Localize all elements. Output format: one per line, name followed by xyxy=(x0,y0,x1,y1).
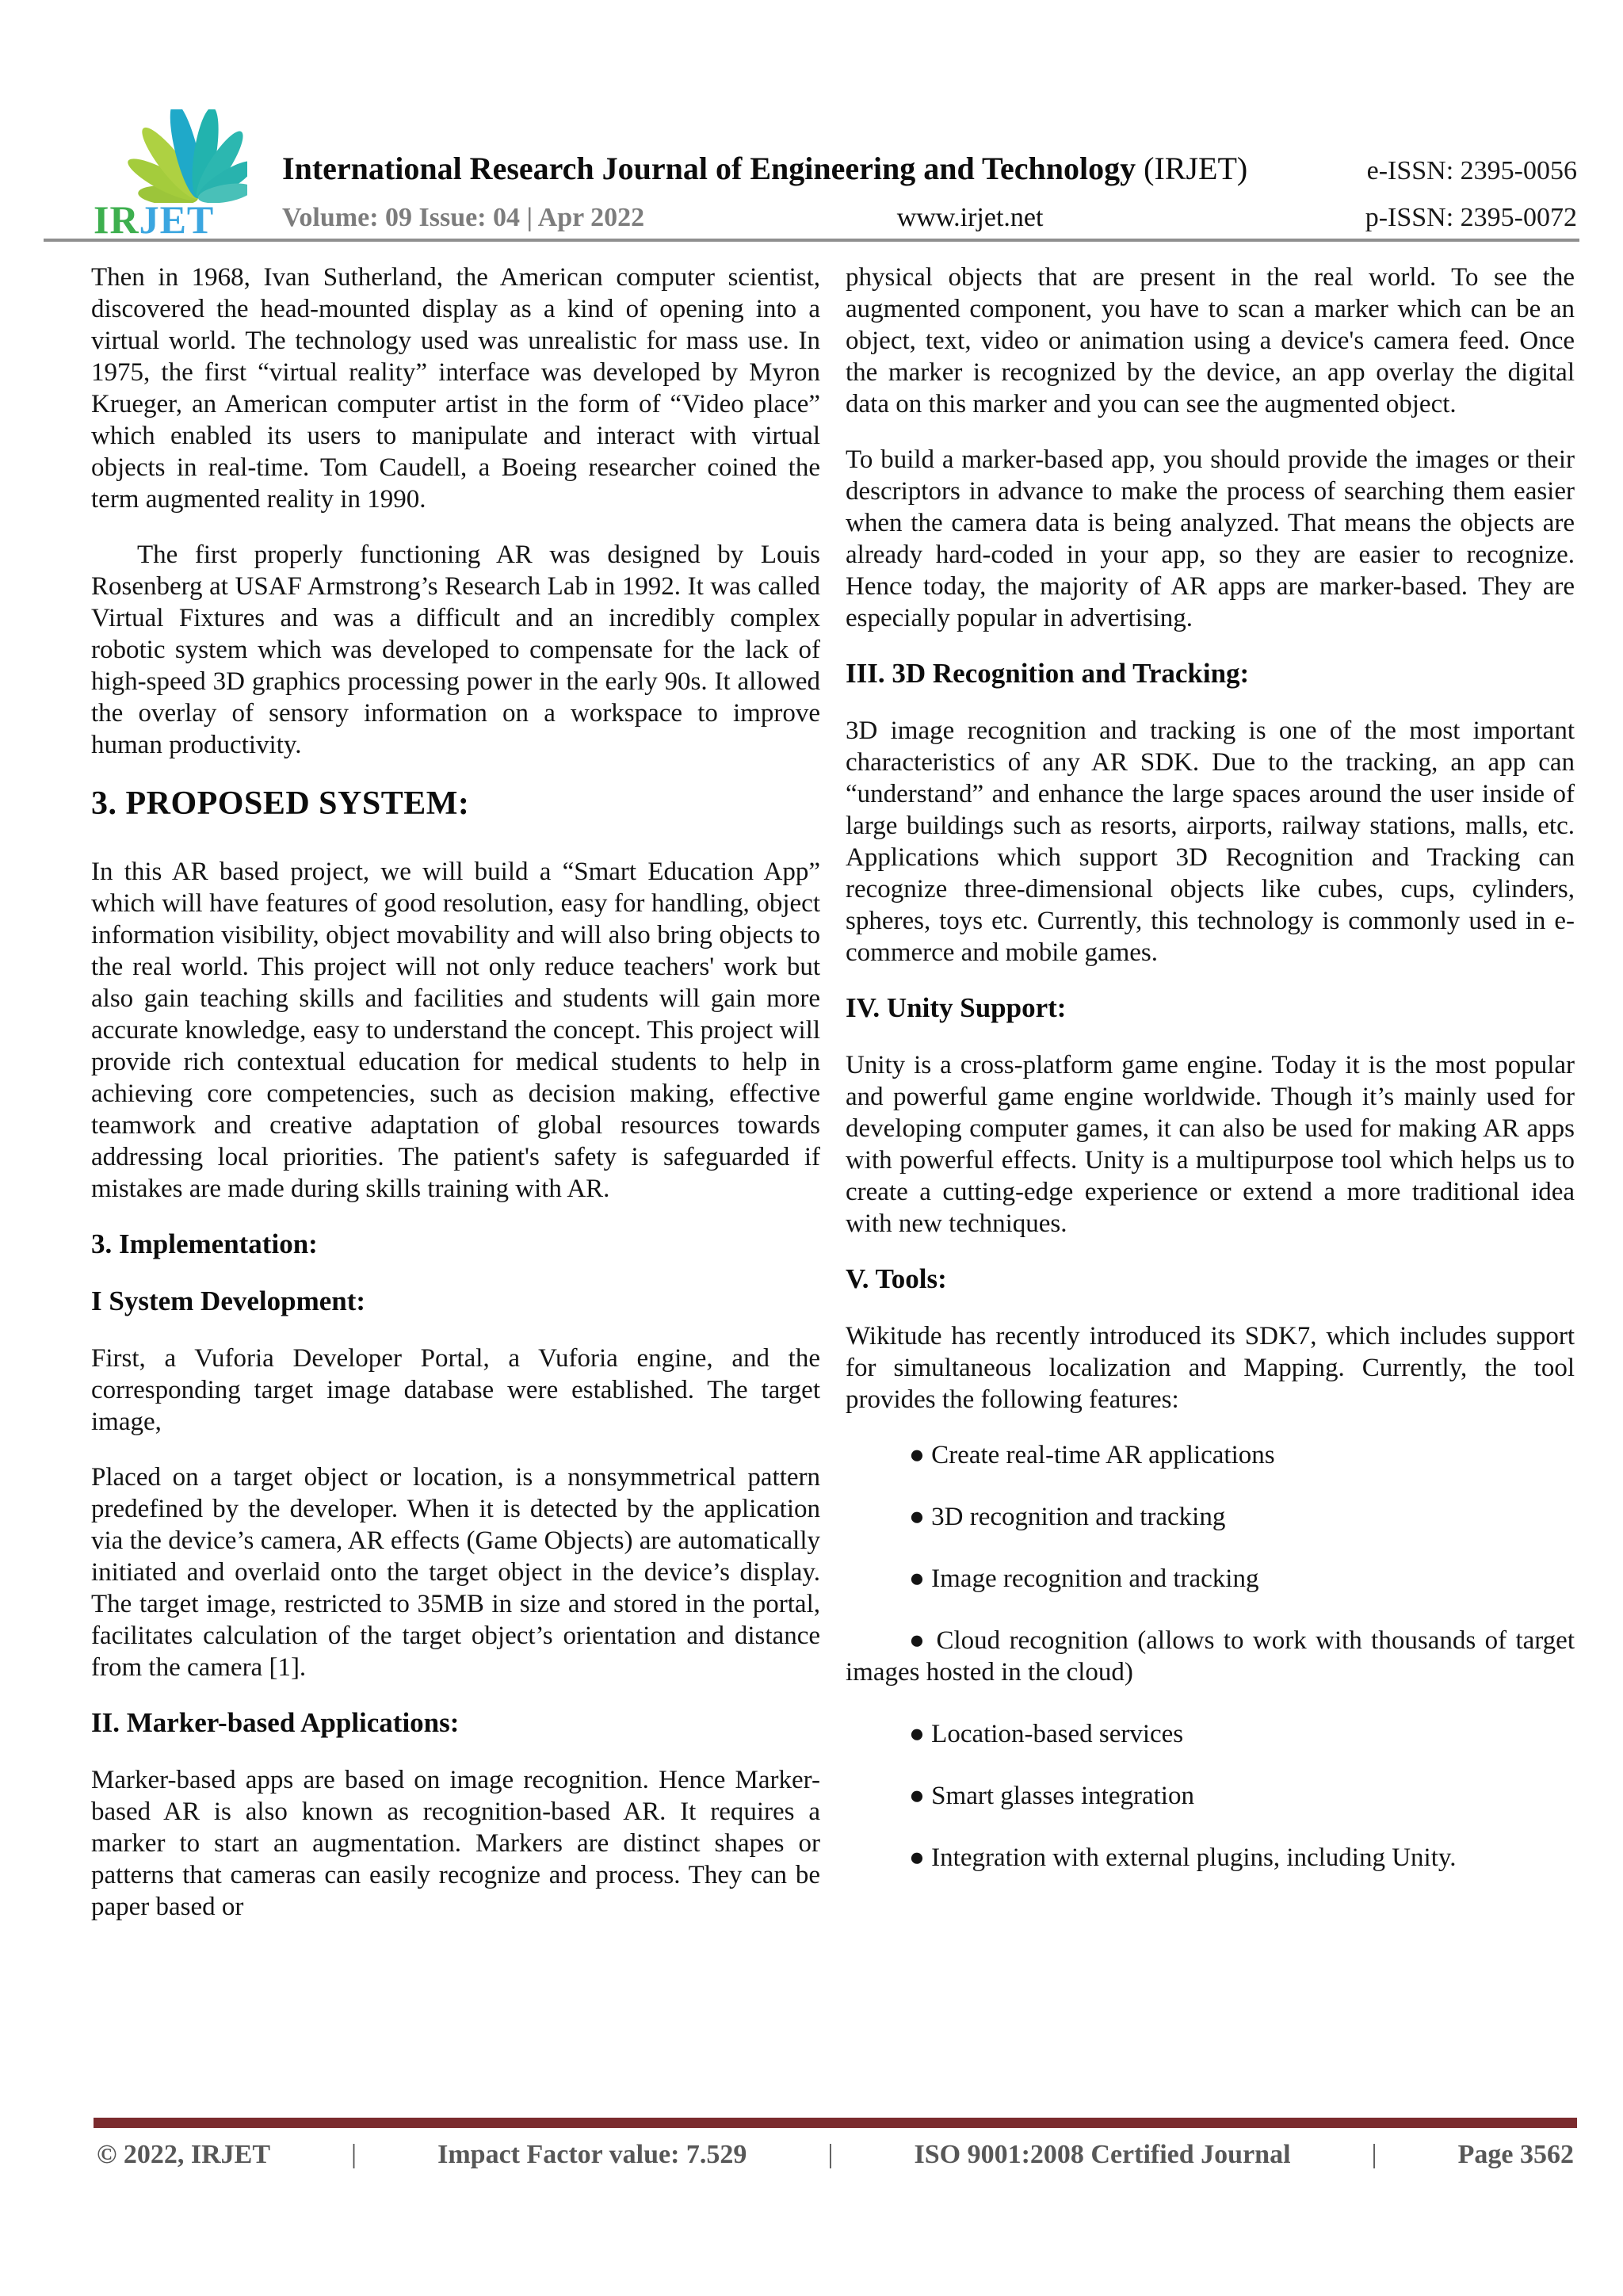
bullet-item: ● Integration with external plugins, including Unity. xyxy=(909,1843,1457,1872)
paragraph: Then in 1968, Ivan Sutherland, the American computer scientist, discovered the head-mounted display as a kind of opening into a virtual world. The technology used was unrealistic for mass use. In 1975, the first “virtual reality” interface was developed by Myron Krueger, an American computer artist in the form of “Video place” which enabled its users to manipulate and interact with virtual objects in real-time. Tom Caudell, a Boeing researcher coined the term augmented reality in 1990. xyxy=(91,263,820,514)
footer-separator: | xyxy=(827,2140,834,2169)
subsection-heading: IV. Unity Support: xyxy=(846,992,1067,1023)
article-body xyxy=(91,262,1575,2108)
subsection-heading: I System Development: xyxy=(91,1286,366,1316)
paragraph: In this AR based project, we will build a “Smart Education App” which will have features of good resolution, easy for handling, object information visibility, object movability and will also bring objects to the real world. This project will not only reduce teachers' work but also gain teaching skills and facilities and students will gain more accurate knowledge, easy to understand the concept. This project will provide rich contextual education for medical students to help in achieving core competencies, such as decision making, effective teamwork and creative adaptation of global resources towards addressing local priorities. The patient's safety is safeguarded if mistakes are made during skills training with AR. xyxy=(91,858,820,1203)
website-label: www.irjet.net xyxy=(896,203,1044,232)
paragraph: The first properly functioning AR was designed by Louis Rosenberg at USAF Armstrong’s Research Lab in 1992. It was called Virtual Fixtures and was a difficult and an incredibly complex robotic system which was developed to compensate for the lack of high-speed 3D graphics processing power in the early 90s. It allowed the overlay of sensory information on a workspace to improve human productivity. xyxy=(91,541,820,759)
footer-page-number: Page 3562 xyxy=(1457,2140,1574,2169)
paragraph: Placed on a target object or location, is a nonsymmetrical pattern predefined by the developer. When it is detected by the application via the device’s camera, AR effects (Game Objects) are automatically initiated and overlaid onto the target object in the device’s display. The target image, restricted to 35MB in size and stored in the portal, facilitates calculation of the target object’s orientation and distance from the camera [1]. xyxy=(91,1463,820,1682)
journal-header-text xyxy=(282,150,1577,239)
journal-title-main: International Research Journal of Engineering and Technology xyxy=(282,151,1136,186)
paragraph: physical objects that are present in the real world. To see the augmented component, you have to scan a marker which can be an object, text, video or animation using a device's camera feed. Once the marker is recognized by the device, an app overlay the digital data on this marker and you can see the augmented object. xyxy=(846,263,1575,418)
paragraph: Unity is a cross-platform game engine. Today it is the most popular and powerful game engine worldwide. Though it’s mainly used for developing computer games, it can also be used for making AR apps with powerful effects. Unity is a multipurpose tool which helps us to create a cutting-edge experience or extend a more traditional idea with new techniques. xyxy=(846,1051,1575,1238)
footer-separator: | xyxy=(351,2140,357,2169)
irjet-logo-text-ir: IR xyxy=(94,197,139,242)
bullet-item: ● Cloud recognition (allows to work with thousands of target images hosted in the cloud) xyxy=(846,1626,1575,1687)
journal-title xyxy=(282,150,1247,187)
bullet-item: ● Location-based services xyxy=(909,1720,1184,1748)
footer-divider-bar xyxy=(94,2118,1577,2128)
footer-impact-factor: Impact Factor value: 7.529 xyxy=(437,2140,747,2169)
footer-separator: | xyxy=(1371,2140,1377,2169)
pissn-label: p-ISSN: 2395-0072 xyxy=(1365,203,1577,232)
page-footer xyxy=(97,2140,1574,2170)
journal-header xyxy=(94,109,1577,242)
paragraph: Marker-based apps are based on image recognition. Hence Marker-based AR is also known as recognition-based AR. It requires a marker to start an augmentation. Markers are distinct shapes or patterns that cameras can easily recognize and process. They can be paper based or xyxy=(91,1766,820,1921)
subsection-heading: V. Tools: xyxy=(846,1263,947,1294)
eissn-label: e-ISSN: 2395-0056 xyxy=(1366,156,1577,185)
volume-issue-label: Volume: 09 Issue: 04 | Apr 2022 xyxy=(282,203,645,232)
header-divider xyxy=(44,239,1579,242)
subsection-heading: II. Marker-based Applications: xyxy=(91,1707,460,1738)
right-column xyxy=(846,262,1575,2108)
bullet-item: ● 3D recognition and tracking xyxy=(909,1503,1226,1531)
bullet-item: ● Create real-time AR applications xyxy=(909,1441,1275,1469)
irjet-logo-text-jet: JET xyxy=(139,197,215,242)
subsection-heading: 3. Implementation: xyxy=(91,1228,318,1259)
subsection-heading: III. 3D Recognition and Tracking: xyxy=(846,658,1250,689)
section-heading: 3. PROPOSED SYSTEM: xyxy=(91,785,470,822)
irjet-logo-leaves-icon xyxy=(105,109,247,203)
footer-copyright: © 2022, IRJET xyxy=(97,2140,271,2169)
paragraph: To build a marker-based app, you should provide the images or their descriptors in advance to make the process of searching them easier when the camera data is being analyzed. That means the objects are already hard-coded in your app, so they are easier to recognize. Hence today, the majority of AR apps are marker-based. They are especially popular in advertising. xyxy=(846,445,1575,632)
irjet-logo-wordmark xyxy=(94,197,215,242)
footer-iso-certification: ISO 9001:2008 Certified Journal xyxy=(914,2140,1291,2169)
left-column xyxy=(91,262,820,2108)
paragraph: 3D image recognition and tracking is one of the most important characteristics of any AR SDK. Due to the tracking, an app can “understand” and enhance the large spaces around the user inside of large buildings such as resorts, airports, railway stations, malls, etc. Applications which support 3D Recognition and Tracking can recognize three-dimensional objects like cubes, cups, cylinders, spheres, toys etc. Currently, this technology is commonly used in e-commerce and mobile games. xyxy=(846,716,1575,967)
paragraph: First, a Vuforia Developer Portal, a Vuforia engine, and the corresponding target image database were established. The target image, xyxy=(91,1344,820,1436)
journal-title-abbrev: (IRJET) xyxy=(1136,151,1248,186)
bullet-item: ● Smart glasses integration xyxy=(909,1782,1194,1810)
bullet-item: ● Image recognition and tracking xyxy=(909,1564,1259,1593)
paragraph: Wikitude has recently introduced its SDK7, which includes support for simultaneous localization and Mapping. Currently, the tool provides the following features: xyxy=(846,1322,1575,1414)
irjet-logo xyxy=(94,109,258,242)
